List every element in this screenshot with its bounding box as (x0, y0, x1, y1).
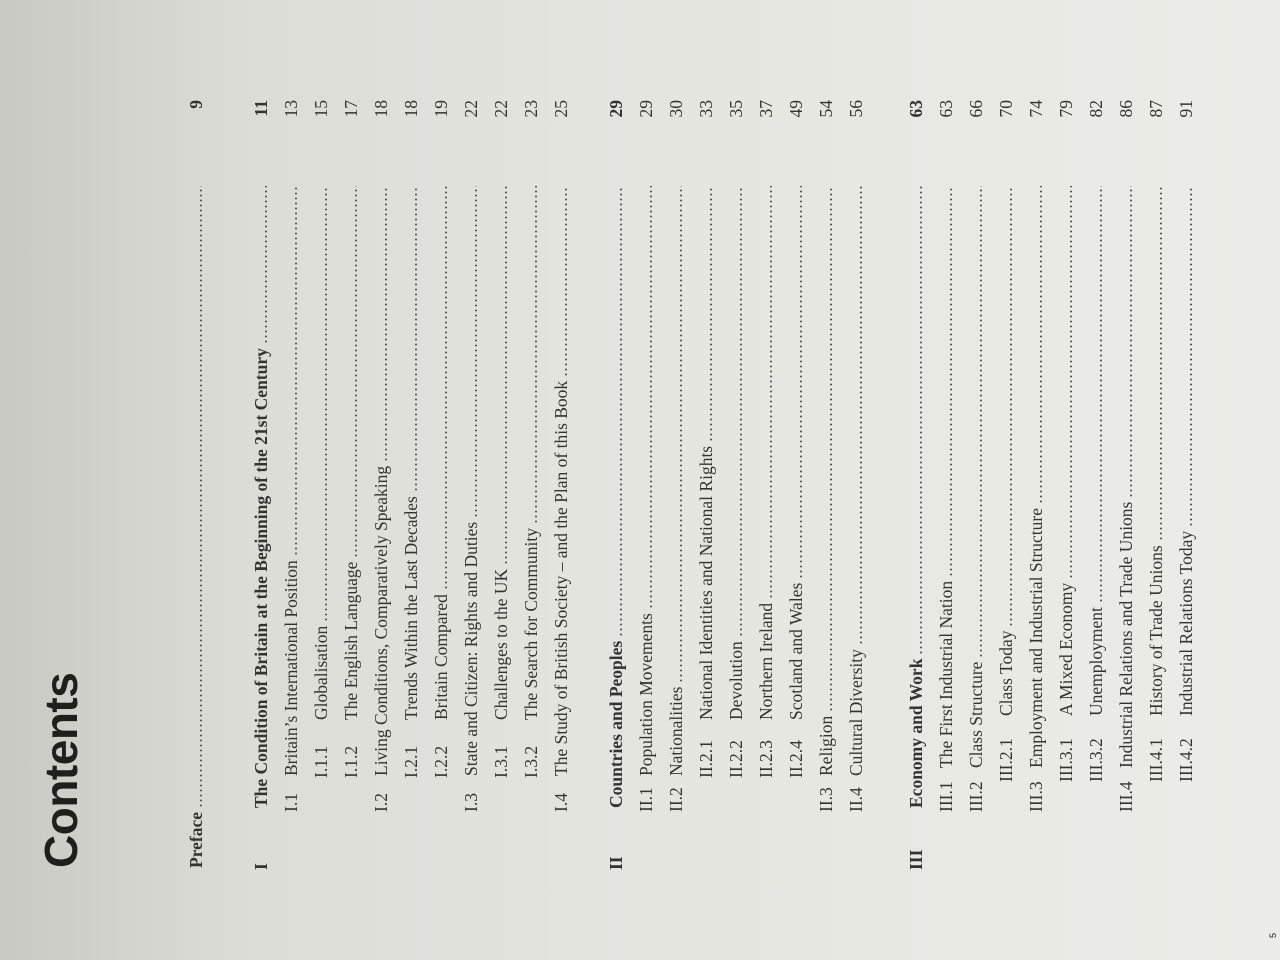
dot-leader (830, 186, 832, 712)
toc-entry-page-number: 13 (281, 100, 301, 118)
dot-leader (1100, 186, 1102, 603)
toc-entry-title: Class Structure (966, 661, 986, 768)
toc-entry-page-number: 82 (1086, 100, 1106, 118)
dot-leader (770, 186, 772, 599)
toc-entry-body (933, 182, 959, 768)
toc-entry-page-number: 19 (431, 100, 451, 118)
toc-entry-body (183, 182, 209, 868)
toc-entry-page-number: 23 (521, 100, 541, 118)
dot-leader (860, 186, 862, 645)
toc-entry-number: II.2.3 (756, 740, 776, 778)
toc-entry-number: II.2.2 (726, 740, 746, 778)
toc-entry-page-number: 9 (186, 100, 206, 109)
toc-entry-body (338, 182, 364, 720)
toc-entry (398, 30, 424, 960)
toc-entry-body (1023, 182, 1049, 768)
toc-entry-title: Unemployment (1086, 607, 1106, 716)
toc-entry (723, 30, 749, 960)
toc-entry-number: II.2.1 (696, 740, 716, 778)
toc-entry (1023, 30, 1049, 960)
dot-leader (200, 186, 202, 808)
toc-entry-body (603, 182, 629, 808)
toc-entry (963, 30, 989, 960)
toc-entry-page-number: 18 (371, 100, 391, 118)
toc-entry-number: I.1 (281, 793, 301, 812)
toc-entry (308, 30, 334, 960)
toc-entry (248, 30, 274, 960)
toc-entry-title: Globalisation (311, 625, 331, 720)
toc-entry-number: I.3.2 (521, 745, 541, 778)
dot-leader (1160, 186, 1162, 541)
toc-entry-body (1083, 182, 1109, 716)
toc-entry-title: The Study of British Society – and the Plan of this Book (551, 380, 571, 776)
toc-entry-number: III.4 (1116, 781, 1136, 812)
toc-entry-body (693, 182, 719, 720)
toc-entry (633, 30, 659, 960)
toc-entry-body (753, 182, 779, 720)
toc-entry-body (428, 182, 454, 720)
toc-entry-body (963, 182, 989, 768)
toc-entry-title: Trends Within the Last Decades (401, 496, 421, 720)
toc-entry-number: I.3 (461, 793, 481, 812)
toc-entry-body (488, 182, 514, 720)
toc-entry-title: History of Trade Unions (1146, 545, 1166, 716)
toc-entry-number: I.2.1 (401, 745, 421, 778)
dot-leader (920, 186, 922, 655)
toc-entry-body (398, 182, 424, 720)
toc-entry-title: State and Citizen: Rights and Duties (461, 521, 481, 776)
toc-entry-page-number: 29 (606, 100, 626, 118)
toc-entry (663, 30, 689, 960)
toc-entry-title: Cultural Diversity (846, 649, 866, 776)
page-title: Contents (35, 672, 87, 868)
dot-leader (385, 186, 387, 462)
toc-entry-title: The Condition of Britain at the Beginning of the 21st Century (251, 348, 271, 808)
toc-entry (603, 30, 629, 960)
dot-leader (265, 186, 267, 344)
toc-entry-page-number: 74 (1026, 100, 1046, 118)
dot-leader (680, 186, 682, 683)
toc-entry-page-number: 56 (846, 100, 866, 118)
toc-entry-title: Nationalities (666, 686, 686, 776)
toc-entry-body (1053, 182, 1079, 716)
toc-entry-body (843, 182, 869, 776)
toc-entry-page-number: 33 (696, 100, 716, 118)
toc-entry-number: II (606, 856, 626, 870)
toc-entry-body (458, 182, 484, 776)
toc-entry-page-number: 70 (996, 100, 1016, 118)
toc-entry-number: III.3.2 (1086, 738, 1106, 782)
toc-entry-page-number: 25 (551, 100, 571, 118)
dot-leader (1130, 186, 1132, 498)
dot-leader (1040, 186, 1042, 504)
toc-entry-title: Northern Ireland (756, 602, 776, 720)
toc-entry-title: Population Movements (636, 613, 656, 776)
toc-entry-body (368, 182, 394, 776)
toc-entry-title: Scotland and Wales (786, 582, 806, 720)
dot-leader (445, 186, 447, 590)
page-corner-mark: 5 (1268, 932, 1278, 938)
toc-entry (1173, 30, 1199, 960)
toc-entry-page-number: 66 (966, 100, 986, 118)
toc-entry-number: III.3.1 (1056, 738, 1076, 782)
dot-leader (650, 186, 652, 609)
toc-entry-body (548, 182, 574, 776)
toc-entry-body (663, 182, 689, 776)
toc-entry-number: II.2.4 (786, 740, 806, 778)
toc-entry-number: III.3 (1026, 781, 1046, 812)
toc-entry-number: II.1 (636, 787, 656, 812)
toc-entry-page-number: 79 (1056, 100, 1076, 118)
toc-entry-body (993, 182, 1019, 716)
toc-entry-title: The First Industrial Nation (936, 580, 956, 768)
toc-entry-body (308, 182, 334, 720)
toc-entry-title: Employment and Industrial Structure (1026, 507, 1046, 768)
toc-entry (338, 30, 364, 960)
toc-entry-page-number: 22 (461, 100, 481, 118)
dot-leader (1010, 186, 1012, 627)
toc-entry (1143, 30, 1169, 960)
toc-entry (993, 30, 1019, 960)
toc-entry-body (518, 182, 544, 720)
toc-entry-number: I.4 (551, 793, 571, 812)
toc-entry-number: III (906, 849, 926, 870)
toc-entry-body (1173, 182, 1199, 716)
toc-entry (903, 30, 929, 960)
toc-entry (693, 30, 719, 960)
toc-entry-body (723, 182, 749, 720)
toc-entry-number: III.2 (966, 781, 986, 812)
toc-entry-page-number: 22 (491, 100, 511, 118)
toc-entry-number: III.1 (936, 781, 956, 812)
toc-entry-title: Challenges to the UK (491, 568, 511, 720)
toc-entry-title: Britain Compared (431, 594, 451, 720)
dot-leader (505, 186, 507, 565)
toc-entry-number: III.4.1 (1146, 738, 1166, 782)
toc-entry-number: II.2 (666, 787, 686, 812)
toc-entry-title: A Mixed Economy (1056, 582, 1076, 716)
toc-entry-body (633, 182, 659, 776)
toc-entry-number: II.3 (816, 787, 836, 812)
toc-entry (1083, 30, 1109, 960)
toc-entry (1053, 30, 1079, 960)
toc-entry-title: Industrial Relations and Trade Unions (1116, 501, 1136, 768)
toc-entry (753, 30, 779, 960)
toc-entry-number: I (251, 863, 271, 870)
dot-leader (710, 186, 712, 442)
dot-leader (415, 186, 417, 492)
toc-entry-page-number: 86 (1116, 100, 1136, 118)
toc-entry (458, 30, 484, 960)
toc-entry-number: III.4.2 (1176, 738, 1196, 782)
toc-entry-title: Economy and Work (906, 658, 926, 808)
toc-entry-body (278, 182, 304, 776)
toc-entry-page-number: 37 (756, 100, 776, 118)
toc-entry-page-number: 63 (906, 100, 926, 118)
toc-entry-page-number: 30 (666, 100, 686, 118)
toc-entry-number: II.4 (846, 787, 866, 812)
toc-entry-body (783, 182, 809, 720)
toc-entry-number: I.2 (371, 793, 391, 812)
toc-entry-page-number: 17 (341, 100, 361, 118)
dot-leader (535, 186, 537, 524)
dot-leader (355, 186, 357, 558)
toc-entry-page-number: 87 (1146, 100, 1166, 118)
toc-entry-body (1143, 182, 1169, 716)
toc-entry (368, 30, 394, 960)
toc-entry-page-number: 91 (1176, 100, 1196, 118)
toc-entry-title: National Identities and National Rights (696, 445, 716, 720)
toc-entry-title: Class Today (996, 630, 1016, 716)
toc-entry-title: The English Language (341, 561, 361, 720)
dot-leader (295, 186, 297, 556)
toc-entry (183, 30, 209, 960)
toc-entry-page-number: 11 (251, 100, 271, 117)
dot-leader (980, 186, 982, 658)
toc-entry-title: Preface (186, 811, 206, 868)
toc-entry-page-number: 29 (636, 100, 656, 118)
toc-entry-body (813, 182, 839, 776)
toc-entry-body (1113, 182, 1139, 768)
toc-entry (488, 30, 514, 960)
dot-leader (565, 186, 567, 377)
toc-entry-body (248, 182, 274, 808)
toc-entry (1113, 30, 1139, 960)
toc-entry-page-number: 18 (401, 100, 421, 118)
dot-leader (325, 186, 327, 622)
toc-entry-number: I.2.2 (431, 745, 451, 778)
toc-entry (278, 30, 304, 960)
toc-entry-title: The Search for Community (521, 528, 541, 720)
dot-leader (950, 186, 952, 577)
toc-entry-number: I.1.1 (311, 745, 331, 778)
dot-leader (1190, 186, 1192, 527)
toc-entry (933, 30, 959, 960)
toc-entry-number: III.2.1 (996, 738, 1016, 782)
toc-entry-page-number: 54 (816, 100, 836, 118)
toc-entry-title: Living Conditions, Comparatively Speaking (371, 465, 391, 776)
dot-leader (740, 186, 742, 637)
dot-leader (1070, 186, 1072, 579)
toc-entry (783, 30, 809, 960)
toc-entry-page-number: 49 (786, 100, 806, 118)
dot-leader (620, 186, 622, 637)
toc-entry-page-number: 35 (726, 100, 746, 118)
toc-entry-title: Industrial Relations Today (1176, 530, 1196, 716)
toc-entry-body (903, 182, 929, 808)
toc-entry-number: I.1.2 (341, 745, 361, 778)
toc-entry (428, 30, 454, 960)
toc-entry-title: Devolution (726, 641, 746, 720)
dot-leader (475, 186, 477, 518)
toc-entry-page-number: 15 (311, 100, 331, 118)
dot-leader (800, 186, 802, 579)
toc-entry-title: Religion (816, 715, 836, 776)
toc-entry (843, 30, 869, 960)
toc-entry-title: Countries and Peoples (606, 640, 626, 808)
toc-entry (548, 30, 574, 960)
toc-entry-number: I.3.1 (491, 745, 511, 778)
toc-entry-title: Britain’s International Position (281, 560, 301, 776)
toc-entry-page-number: 63 (936, 100, 956, 118)
toc-entry (813, 30, 839, 960)
toc-entry (518, 30, 544, 960)
